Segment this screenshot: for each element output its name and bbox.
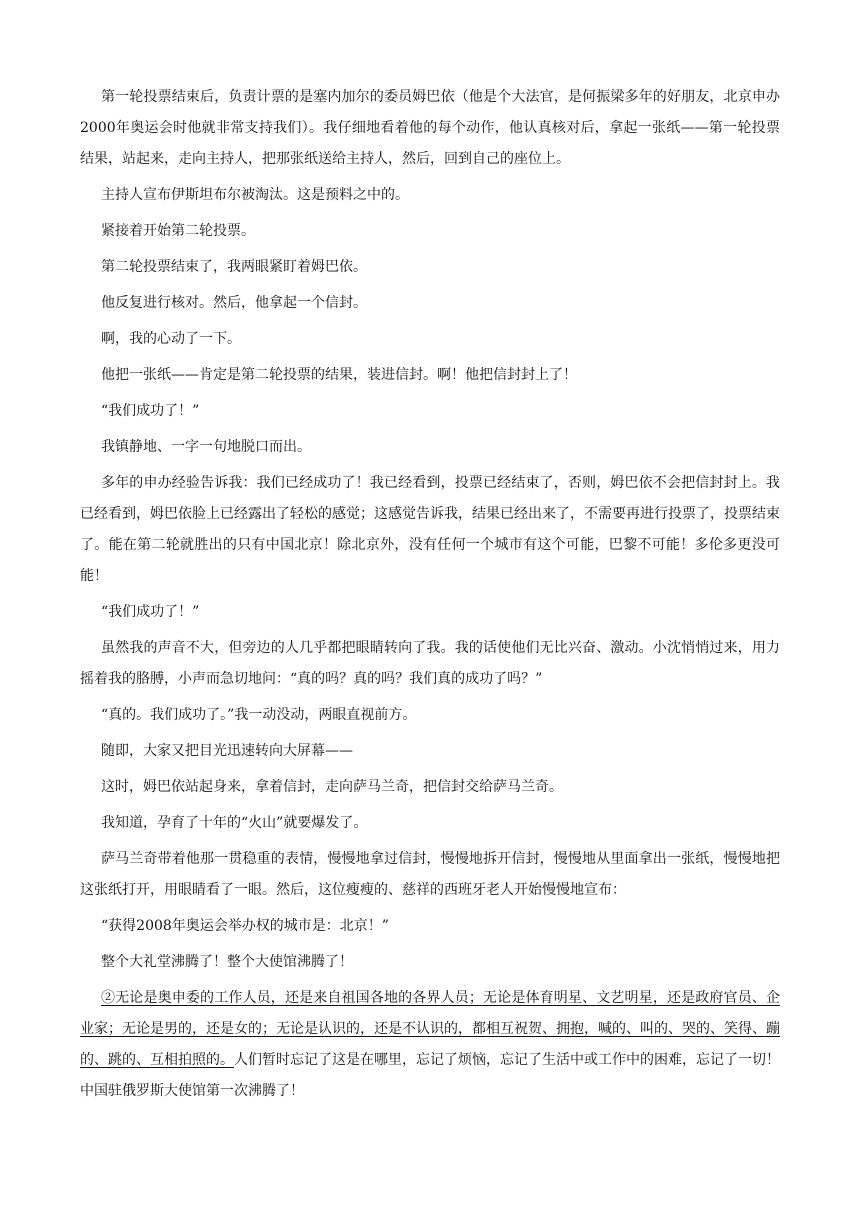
paragraph-15: 这时，姆巴依站起身来，拿着信封，走向萨马兰奇，把信封交给萨马兰奇。 [101, 779, 563, 795]
paragraph-2: 主持人宣布伊斯坦布尔被淘汰。这是预料之中的。 [101, 187, 409, 203]
document-body [80, 82, 780, 1112]
paragraph-16: 我知道，孕育了十年的“火山”就要爆发了。 [101, 815, 368, 831]
paragraph-17: 萨马兰奇带着他那一贯稳重的表情，慢慢地拿过信封，慢慢地拆开信封，慢慢地从里面拿出一张纸，慢慢地把这张纸打开，用眼睛看了一眼。然后，这位瘦瘦的、慈祥的西班牙老人开始慢慢地宣布： [80, 851, 780, 898]
paragraph-6: 啊，我的心动了一下。 [101, 331, 241, 347]
paragraph-19: 整个大礼堂沸腾了！整个大使馆沸腾了！ [101, 954, 353, 970]
paragraph-20 [80, 983, 780, 1107]
paragraph-13: “真的。我们成功了。”我一动没动，两眼直视前方。 [101, 707, 417, 723]
paragraph-18: “获得2008年奥运会举办权的城市是：北京！” [101, 918, 389, 934]
paragraph-14: 随即，大家又把目光迅速转向大屏幕—— [101, 743, 353, 759]
paragraph-10: 多年的申办经验告诉我：我们已经成功了！我已经看到，投票已经结束了，否则，姆巴依不会把信封封上。我已经看到，姆巴依脸上已经露出了轻松的感觉；这感觉告诉我，结果已经出来了，不需要再进行投票了，投票结束了。能在第二轮就胜出的只有中国北京！除北京外，没有任何一个城市有这个可能，巴黎不可能！多伦多更没可能！ [80, 475, 780, 584]
paragraph-8: “我们成功了！” [101, 403, 200, 419]
paragraph-4: 第二轮投票结束了，我两眼紧盯着姆巴依。 [101, 259, 367, 275]
paragraph-9: 我镇静地、一字一句地脱口而出。 [101, 439, 311, 455]
underlined-text: 无论是奥申委的工作人员，还是来自祖国各地的各界人员；无论是体育明星、文艺明星，还是政府官员、企业家；无论是男的，还是女的；无论是认识的，还是不认识的，都相互祝贺、拥抱，喊的、叫的、哭的、笑得、蹦的、跳的、互相拍照的。 [80, 990, 781, 1068]
paragraph-1: 第一轮投票结束后，负责计票的是塞内加尔的委员姆巴依（他是个大法官，是何振梁多年的好朋友，北京申办2000年奥运会时他就非常支持我们）。我仔细地看着他的每个动作，他认真核对后，拿起一张纸——第一轮投票结果，站起来，走向主持人，把那张纸送给主持人，然后，回到自己的座位上。 [80, 89, 780, 167]
paragraph-3: 紧接着开始第二轮投票。 [101, 223, 255, 239]
paragraph-7: 他把一张纸——肯定是第二轮投票的结果，装进信封。啊！他把信封封上了！ [101, 367, 577, 383]
paragraph-11: “我们成功了！” [101, 604, 200, 620]
paragraph-5: 他反复进行核对。然后，他拿起一个信封。 [101, 295, 367, 311]
circled-number-marker: ② [101, 990, 116, 1006]
paragraph-12: 虽然我的声音不大，但旁边的人几乎都把眼睛转向了我。我的话使他们无比兴奋、激动。小沈悄悄过来，用力摇着我的胳膊，小声而急切地问：“真的吗？真的吗？我们真的成功了吗？” [80, 640, 780, 687]
paragraph-rest-text: 人们暂时忘记了这是在哪里，忘记了烦恼，忘记了生活中或工作中的困难，忘记了一切！中国驻俄罗斯大使馆第一次沸腾了！ [80, 1052, 780, 1099]
